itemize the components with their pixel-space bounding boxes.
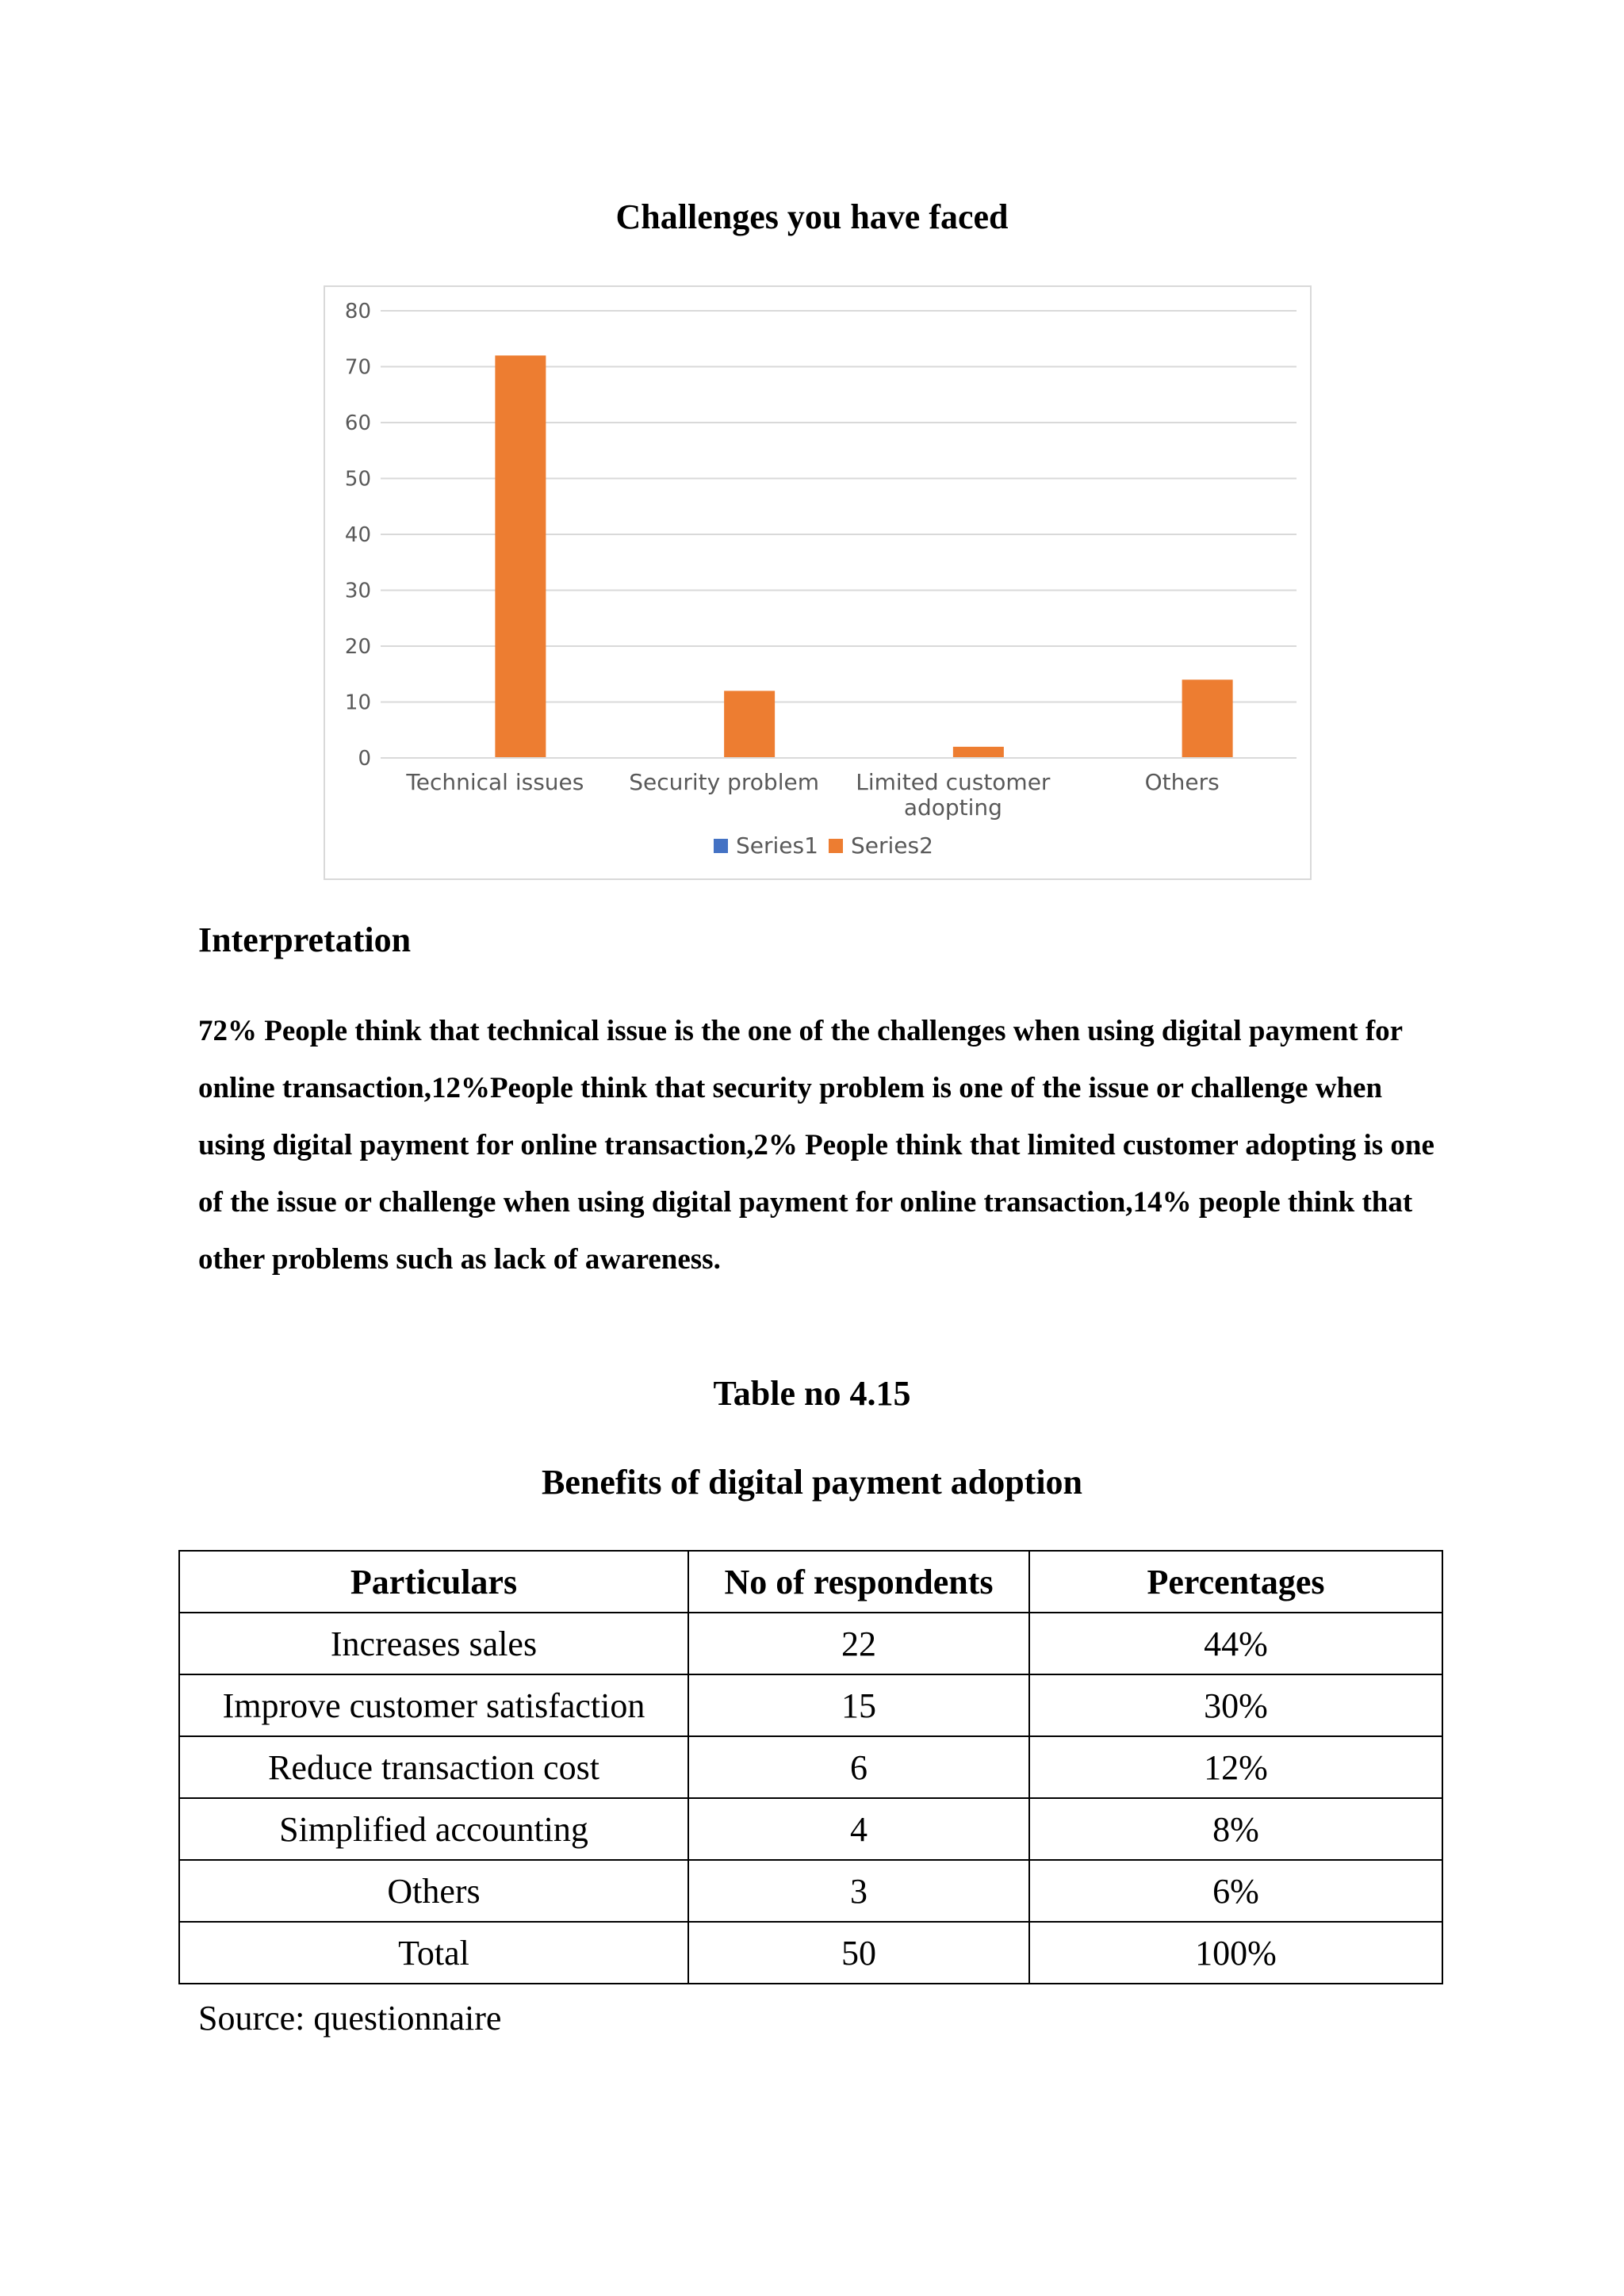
cell-percentage: 44% [1029, 1613, 1442, 1674]
y-tick-label: 30 [344, 579, 371, 603]
y-tick-label: 60 [344, 411, 371, 435]
y-tick-label: 40 [344, 523, 371, 547]
table-header-row [179, 1551, 1442, 1613]
cell-particular: Others [179, 1860, 688, 1922]
cell-percentage: 8% [1029, 1798, 1442, 1860]
cell-respondents: 22 [688, 1613, 1029, 1674]
table-row [179, 1798, 1442, 1860]
legend-swatch [714, 839, 728, 853]
header-respondents: No of respondents [688, 1551, 1029, 1613]
y-tick-label: 70 [344, 355, 371, 380]
x-tick-label: Security problem [629, 769, 819, 795]
y-tick-label: 20 [344, 635, 371, 659]
x-tick-label: Others [1144, 769, 1220, 795]
benefits-table [178, 1550, 1443, 1984]
bar-series2 [953, 747, 1004, 758]
cell-percentage: 100% [1029, 1922, 1442, 1984]
legend-label: Series2 [851, 832, 933, 859]
y-tick-label: 50 [344, 467, 371, 492]
x-tick-label: Limited customer adopting [856, 769, 1051, 821]
table-row [179, 1613, 1442, 1674]
interpretation-text: 72% People think that technical issue is the one of the challenges when using digital payment for online transaction,12%People think that security problem is one of the issue or challenge when using digital payment for online transaction,2% People think that limited customer adopting is one of the issue or challenge when using digital payment for online transaction,14% people think that other problems such as lack of awareness. [198, 1015, 1434, 1276]
cell-particular: Total [179, 1922, 688, 1984]
cell-respondents: 3 [688, 1860, 1029, 1922]
cell-particular: Simplified accounting [179, 1798, 688, 1860]
table-number: Table no 4.15 [713, 1374, 911, 1413]
cell-percentage: 12% [1029, 1736, 1442, 1798]
legend-label: Series1 [736, 832, 818, 859]
cell-particular: Improve customer satisfaction [179, 1674, 688, 1736]
header-particulars: Particulars [179, 1551, 688, 1613]
legend-swatch [829, 839, 843, 853]
table-row [179, 1674, 1442, 1736]
bar-series2 [1182, 679, 1233, 758]
table-title: Benefits of digital payment adoption [541, 1463, 1083, 1502]
cell-particular: Increases sales [179, 1613, 688, 1674]
cell-percentage: 6% [1029, 1860, 1442, 1922]
y-tick-label: 10 [344, 691, 371, 715]
table-row-total [179, 1922, 1442, 1984]
table-row [179, 1736, 1442, 1798]
cell-particular: Reduce transaction cost [179, 1736, 688, 1798]
header-percentages: Percentages [1029, 1551, 1442, 1613]
bar-chart [324, 285, 1312, 880]
cell-respondents: 15 [688, 1674, 1029, 1736]
x-tick-label: Technical issues [406, 769, 584, 795]
y-tick-label: 80 [344, 300, 371, 323]
cell-respondents: 6 [688, 1736, 1029, 1798]
cell-percentage: 30% [1029, 1674, 1442, 1736]
interpretation-heading: Interpretation [198, 920, 412, 959]
table-row [179, 1860, 1442, 1922]
y-tick-label: 0 [358, 747, 371, 771]
cell-respondents: 4 [688, 1798, 1029, 1860]
chart-svg [325, 287, 1313, 882]
bar-series2 [495, 355, 546, 758]
chart-title: Challenges you have faced [615, 197, 1009, 236]
table-source: Source: questionnaire [198, 1999, 502, 2038]
cell-respondents: 50 [688, 1922, 1029, 1984]
bar-series2 [724, 691, 775, 758]
